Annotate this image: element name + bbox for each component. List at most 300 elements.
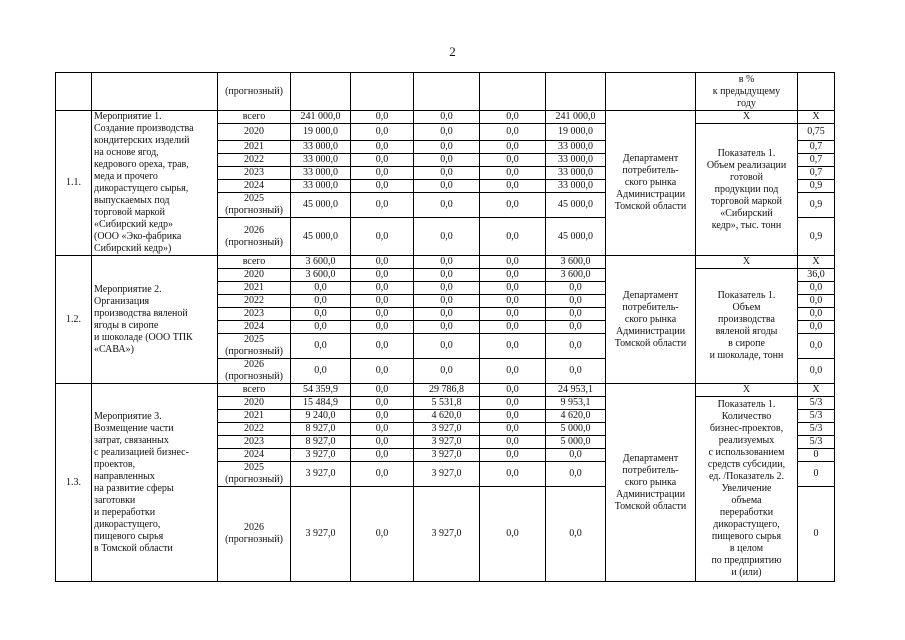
value-cell (798, 397, 835, 410)
col3-cell (480, 154, 546, 167)
cell-col1 (351, 73, 414, 111)
col4-cell-text: 0,0 (569, 365, 582, 376)
col3-cell (480, 167, 546, 180)
total-cell (291, 308, 351, 321)
indicator-header-cell-text: X (742, 384, 751, 395)
col4-cell-text: 3 600,0 (560, 269, 591, 280)
period-cell-text: 2022 (244, 295, 264, 306)
total-cell (291, 256, 351, 269)
total-cell-text: 0,0 (314, 365, 327, 376)
col1-cell (351, 321, 414, 334)
col3-cell-text: 0,0 (506, 126, 519, 137)
col2-cell-text: 0,0 (440, 111, 453, 122)
col1-cell (351, 141, 414, 154)
value-cell-text: 5/3 (809, 436, 823, 447)
period-cell (218, 384, 291, 397)
col3-cell (480, 256, 546, 269)
col2-cell (414, 397, 480, 410)
period-cell (218, 359, 291, 384)
indicator-cell-text: Показатель 1. Объем реализации готовой продукции под торговой маркой «Сибирский кедр», тыс. тонн (706, 147, 787, 231)
col1-cell-text: 0,0 (375, 340, 389, 351)
col1-cell (351, 218, 414, 256)
col3-cell-text: 0,0 (506, 423, 519, 434)
col4-cell (546, 423, 606, 436)
col3-cell (480, 180, 546, 193)
total-cell (291, 167, 351, 180)
col2-cell (414, 282, 480, 295)
value-cell (798, 282, 835, 295)
period-cell-text: 2022 (244, 154, 264, 165)
total-cell (291, 359, 351, 384)
col4-cell (546, 193, 606, 218)
period-cell-text: 2026 (прогнозный) (225, 224, 283, 248)
col3-cell-text: 0,0 (506, 230, 519, 242)
col3-cell-text: 0,0 (506, 199, 519, 210)
total-cell (291, 449, 351, 462)
period-cell-text: 2026 (прогнозный) (225, 359, 283, 382)
col1-cell (351, 359, 414, 384)
value-cell (798, 180, 835, 193)
col1-cell (351, 193, 414, 218)
col1-cell (351, 269, 414, 282)
executor-cell-text: Департамент потребитель- ского рынка Администрации Томской области (614, 452, 687, 512)
col4-cell-text: 0,0 (569, 282, 582, 293)
executor-cell (606, 256, 696, 384)
total-cell (291, 180, 351, 193)
indicator-cell-text: Показатель 1. Количество бизнес-проектов, реализуемых с использованием средств субсидии, ед. /Показатель 2. Увеличение объема переработки дикорастущего, пищевого сырья в целом по предприятию и (или) (707, 399, 786, 578)
value-cell-text: 0,75 (807, 126, 825, 137)
total-cell (291, 436, 351, 449)
col3-cell (480, 334, 546, 359)
indicator-cell (696, 397, 798, 582)
col2-cell (414, 462, 480, 487)
period-cell-text: 2024 (244, 449, 264, 460)
value-cell-text: 0,7 (809, 154, 823, 165)
col4-cell-text: 33 000,0 (558, 180, 593, 191)
col3-cell (480, 141, 546, 154)
col1-cell-text: 0,0 (375, 528, 389, 539)
col3-cell-text: 0,0 (506, 295, 519, 306)
col4-cell (546, 487, 606, 582)
col1-cell (351, 436, 414, 449)
indicator-cell (696, 269, 798, 384)
total-cell-text: 3 927,0 (305, 449, 336, 460)
col1-cell-text: 0,0 (375, 230, 389, 242)
col2-cell (414, 359, 480, 384)
cell-period: (прогнозный) (218, 73, 291, 111)
col4-cell-text: 0,0 (569, 308, 582, 319)
period-cell (218, 154, 291, 167)
col4-cell (546, 111, 606, 124)
period-cell (218, 167, 291, 180)
indicator-cell (696, 124, 798, 256)
col4-cell (546, 180, 606, 193)
header-continuation-row (56, 73, 835, 111)
total-cell-text: 19 000,0 (303, 126, 338, 137)
period-cell (218, 180, 291, 193)
col2-cell (414, 334, 480, 359)
col2-cell (414, 487, 480, 582)
value-cell (798, 462, 835, 487)
col3-cell (480, 124, 546, 141)
col2-cell-text: 0,0 (440, 199, 453, 210)
col1-cell-text: 0,0 (375, 269, 389, 280)
value-cell-text: X (812, 384, 820, 395)
col3-cell-text: 0,0 (506, 141, 519, 152)
col1-cell (351, 334, 414, 359)
measure-row (56, 256, 835, 269)
col3-cell (480, 193, 546, 218)
col2-cell (414, 193, 480, 218)
col1-cell (351, 397, 414, 410)
period-cell-text: 2023 (244, 436, 264, 447)
col3-cell (480, 436, 546, 449)
executor-cell (606, 384, 696, 582)
col4-cell-text: 33 000,0 (558, 167, 593, 178)
col2-cell-text: 29 786,8 (429, 384, 464, 395)
total-cell (291, 282, 351, 295)
value-cell-text: 0,0 (809, 308, 823, 319)
program-measures-table (55, 72, 835, 582)
total-cell (291, 384, 351, 397)
value-cell (798, 295, 835, 308)
col4-cell (546, 154, 606, 167)
measure-name (92, 256, 218, 384)
col3-cell-text: 0,0 (506, 365, 519, 376)
col4-cell-text: 241 000,0 (555, 111, 596, 122)
col3-cell-text: 0,0 (506, 167, 519, 178)
value-cell (798, 384, 835, 397)
col2-cell (414, 180, 480, 193)
col2-cell-text: 0,0 (440, 282, 453, 293)
col4-cell-text: 0,0 (569, 528, 582, 539)
value-cell-text: 0,9 (809, 180, 823, 191)
period-cell (218, 111, 291, 124)
col1-cell-text: 0,0 (375, 295, 389, 306)
col1-cell-text: 0,0 (375, 436, 389, 447)
col4-cell (546, 334, 606, 359)
period-cell-text: 2021 (244, 282, 264, 293)
col3-cell-text: 0,0 (506, 256, 519, 267)
col2-cell (414, 308, 480, 321)
col2-cell-text: 3 927,0 (431, 436, 462, 447)
col1-cell-text: 0,0 (375, 111, 389, 122)
period-cell-text: 2026 (прогнозный) (225, 522, 283, 545)
col1-cell-text: 0,0 (375, 410, 389, 421)
col2-cell-text: 4 620,0 (431, 410, 462, 421)
col1-cell (351, 449, 414, 462)
total-cell (291, 111, 351, 124)
col4-cell-text: 33 000,0 (558, 141, 593, 152)
col4-cell-text: 0,0 (569, 340, 582, 351)
col1-cell (351, 256, 414, 269)
col2-cell (414, 218, 480, 256)
col3-cell (480, 449, 546, 462)
col2-cell-text: 0,0 (440, 295, 453, 306)
period-cell (218, 462, 291, 487)
total-cell-text: 3 600,0 (305, 269, 336, 280)
col4-cell (546, 436, 606, 449)
value-cell-text: 5/3 (809, 410, 823, 421)
total-cell-text: 0,0 (314, 308, 327, 319)
col1-cell (351, 282, 414, 295)
value-cell (798, 124, 835, 141)
period-cell (218, 436, 291, 449)
col1-cell-text: 0,0 (375, 384, 389, 395)
total-cell (291, 423, 351, 436)
col4-cell (546, 449, 606, 462)
col2-cell-text: 3 927,0 (431, 528, 462, 539)
col3-cell-text: 0,0 (506, 321, 519, 332)
total-cell-text: 15 484,9 (303, 397, 338, 408)
col3-cell (480, 295, 546, 308)
col2-cell-text: 5 531,8 (431, 397, 462, 408)
total-cell-text: 3 927,0 (305, 468, 336, 479)
col4-cell (546, 384, 606, 397)
value-cell-text: 0,0 (809, 282, 823, 293)
value-cell (798, 359, 835, 384)
col1-cell-text: 0,0 (375, 167, 389, 178)
col4-cell-text: 24 953,1 (558, 384, 593, 395)
table-body (56, 73, 835, 582)
col2-cell (414, 167, 480, 180)
value-cell-text: 0,0 (809, 340, 823, 351)
value-cell (798, 423, 835, 436)
col1-cell-text: 0,0 (375, 199, 389, 210)
value-cell-text: 0,0 (809, 321, 823, 332)
indicator-header-cell-text: X (742, 111, 751, 122)
period-cell (218, 141, 291, 154)
col2-cell (414, 154, 480, 167)
col1-cell (351, 124, 414, 141)
value-cell (798, 308, 835, 321)
value-cell (798, 167, 835, 180)
col4-cell (546, 295, 606, 308)
col1-cell (351, 462, 414, 487)
col3-cell (480, 462, 546, 487)
value-cell (798, 193, 835, 218)
period-cell-text: 2023 (244, 167, 264, 178)
period-cell (218, 397, 291, 410)
col4-cell (546, 359, 606, 384)
value-cell-text: 0,7 (809, 141, 823, 152)
indicator-header-cell (696, 384, 798, 397)
col3-cell-text: 0,0 (506, 410, 519, 421)
col4-cell (546, 410, 606, 423)
col3-cell-text: 0,0 (506, 528, 519, 539)
col3-cell (480, 111, 546, 124)
total-cell (291, 218, 351, 256)
col4-cell-text: 19 000,0 (558, 126, 593, 137)
value-cell (798, 141, 835, 154)
col3-cell-text: 0,0 (506, 436, 519, 447)
col3-cell (480, 321, 546, 334)
col3-cell (480, 218, 546, 256)
period-cell-text: всего (242, 384, 266, 395)
col1-cell-text: 0,0 (375, 141, 389, 152)
col3-cell (480, 397, 546, 410)
value-cell (798, 487, 835, 582)
col4-cell-text: 0,0 (569, 468, 582, 479)
period-cell-text: 2021 (244, 141, 264, 152)
col1-cell-text: 0,0 (375, 154, 389, 165)
col2-cell-text: 0,0 (440, 141, 453, 152)
period-cell (218, 321, 291, 334)
col2-cell-text: 0,0 (440, 230, 453, 242)
period-cell-text: всего (242, 256, 266, 267)
col3-cell-text: 0,0 (506, 449, 519, 460)
col4-cell-text: 9 953,1 (560, 397, 591, 408)
period-cell-text: 2020 (244, 397, 264, 408)
value-cell-text: 0,7 (809, 167, 823, 178)
col2-cell (414, 141, 480, 154)
value-cell-text: 0,0 (809, 295, 823, 306)
indicator-unit-text: в % к предыдущему году (712, 73, 781, 109)
col4-cell-text: 33 000,0 (558, 154, 593, 165)
col2-cell-text: 0,0 (440, 340, 453, 351)
measure-number-text: 1.3. (66, 476, 81, 488)
value-cell-text: 0 (813, 528, 819, 539)
col4-cell-text: 0,0 (569, 449, 582, 460)
total-cell-text: 54 359,9 (303, 384, 338, 395)
measure-name-text: Мероприятие 1. Создание производства кондитерских изделий на основе ягод, кедрового ореха, трав, меда и прочего дикорастущего сырья, выпускаемых под торговой маркой «Сибирский кедр» (ООО «Эко-фабрика Сибирский кедр») (94, 111, 194, 254)
measure-number-text: 1.2. (66, 313, 81, 325)
value-cell-text: 5/3 (809, 423, 823, 434)
total-cell (291, 410, 351, 423)
total-cell (291, 334, 351, 359)
period-cell-text: 2020 (244, 126, 264, 137)
col3-cell (480, 384, 546, 397)
value-cell-text: 0,9 (809, 199, 823, 210)
col1-cell-text: 0,0 (375, 126, 389, 137)
col4-cell (546, 124, 606, 141)
col1-cell (351, 167, 414, 180)
total-cell (291, 295, 351, 308)
col2-cell-text: 0,0 (440, 126, 453, 137)
col2-cell-text: 0,0 (440, 321, 453, 332)
col4-cell-text: 0,0 (569, 295, 582, 306)
col2-cell (414, 321, 480, 334)
period-cell-text: 2024 (244, 180, 264, 191)
col4-cell-text: 45 000,0 (558, 199, 593, 210)
measure-row (56, 384, 835, 397)
cell-num (56, 73, 92, 111)
total-cell-text: 0,0 (314, 295, 327, 306)
col4-cell (546, 462, 606, 487)
measure-row (56, 111, 835, 124)
col3-cell (480, 282, 546, 295)
period-cell (218, 334, 291, 359)
value-cell (798, 154, 835, 167)
period-cell-text: 2025 (прогнозный) (225, 193, 283, 216)
col2-cell-text: 0,0 (440, 167, 453, 178)
col4-cell (546, 256, 606, 269)
col1-cell-text: 0,0 (375, 321, 389, 332)
total-cell (291, 141, 351, 154)
period-cell-text: 2025 (прогнозный) (225, 334, 283, 357)
value-cell (798, 256, 835, 269)
value-cell (798, 436, 835, 449)
total-cell (291, 124, 351, 141)
value-cell-text: 36,0 (807, 269, 825, 280)
col2-cell (414, 449, 480, 462)
col1-cell (351, 295, 414, 308)
col3-cell-text: 0,0 (506, 180, 519, 191)
col1-cell (351, 423, 414, 436)
col4-cell (546, 167, 606, 180)
total-cell-text: 45 000,0 (303, 230, 338, 242)
value-cell-text: 0 (813, 468, 819, 479)
period-cell (218, 193, 291, 218)
col1-cell (351, 384, 414, 397)
total-cell-text: 0,0 (314, 340, 327, 351)
col4-cell-text: 5 000,0 (560, 423, 591, 434)
executor-cell-text: Департамент потребитель- ского рынка Администрации Томской области (614, 289, 687, 349)
cell-value (798, 73, 835, 111)
col2-cell (414, 256, 480, 269)
measure-name-text: Мероприятие 3. Возмещение части затрат, связанных с реализацией бизнес- проектов, направленных на развитие сферы заготовки и переработки дикорастущего, пищевого сырья в Томской области (94, 410, 189, 554)
col2-cell-text: 0,0 (440, 365, 453, 376)
col2-cell (414, 436, 480, 449)
col3-cell (480, 269, 546, 282)
col4-cell-text: 0,0 (569, 321, 582, 332)
value-cell-text: 5/3 (809, 397, 823, 408)
total-cell (291, 193, 351, 218)
col4-cell-text: 4 620,0 (560, 410, 591, 421)
col1-cell (351, 308, 414, 321)
col4-cell-text: 3 600,0 (560, 256, 591, 267)
col1-cell (351, 154, 414, 167)
period-cell-text: 2020 (244, 269, 264, 280)
period-cell-text: 2023 (244, 308, 264, 319)
col3-cell-text: 0,0 (506, 397, 519, 408)
col2-cell (414, 423, 480, 436)
measure-number (56, 111, 92, 256)
col4-cell-text: 45 000,0 (558, 230, 593, 242)
total-cell-text: 9 240,0 (305, 410, 336, 421)
period-cell (218, 256, 291, 269)
col2-cell (414, 111, 480, 124)
total-cell-text: 45 000,0 (303, 199, 338, 210)
period-cell (218, 308, 291, 321)
cell-col3 (480, 73, 546, 111)
col4-cell (546, 308, 606, 321)
period-cell (218, 423, 291, 436)
col1-cell-text: 0,0 (375, 423, 389, 434)
total-cell (291, 487, 351, 582)
measure-name-text: Мероприятие 2. Организация производства вяленой ягоды в сиропе и шоколаде (ООО ТПК «САВА») (94, 283, 193, 355)
total-cell (291, 269, 351, 282)
cell-col2 (414, 73, 480, 111)
col4-cell (546, 321, 606, 334)
executor-cell-text: Департамент потребитель- ского рынка Администрации Томской области (614, 153, 687, 212)
total-cell-text: 8 927,0 (305, 423, 336, 434)
col4-cell-text: 5 000,0 (560, 436, 591, 447)
col3-cell (480, 487, 546, 582)
period-cell-text: 2021 (244, 410, 264, 421)
col3-cell-text: 0,0 (506, 154, 519, 165)
col2-cell (414, 124, 480, 141)
period-cell-text: всего (242, 111, 266, 122)
total-cell-text: 241 000,0 (300, 111, 341, 122)
period-cell (218, 487, 291, 582)
indicator-cell-text: Показатель 1. Объем производства вяленой ягоды в сиропе и шоколаде, тонн (709, 290, 784, 361)
value-cell (798, 321, 835, 334)
total-cell (291, 154, 351, 167)
col1-cell (351, 487, 414, 582)
value-cell (798, 269, 835, 282)
total-cell-text: 3 600,0 (305, 256, 336, 267)
